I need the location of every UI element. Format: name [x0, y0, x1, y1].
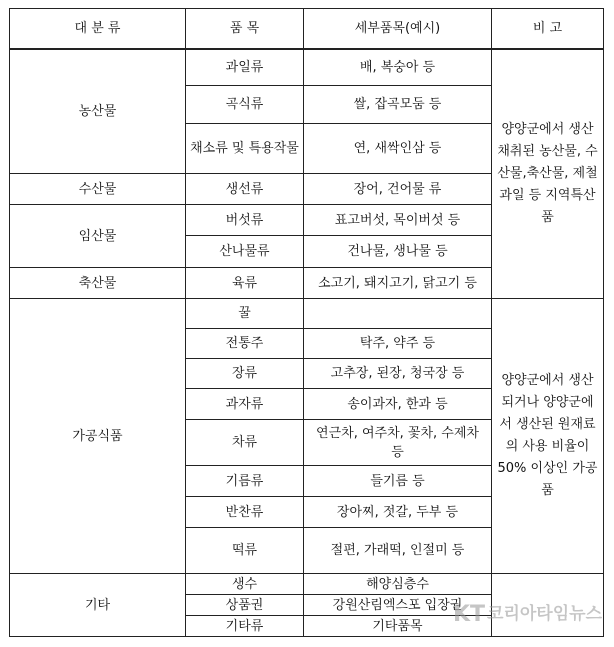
table-row: [10, 299, 604, 329]
detail-cell: [304, 299, 492, 329]
watermark-logo-icon: KT: [452, 602, 486, 627]
item-cell: 꿀: [186, 299, 304, 329]
category-cell: 기타: [10, 574, 186, 637]
header-item: 품 목: [186, 9, 304, 49]
detail-cell: 기타품목: [304, 616, 492, 637]
detail-cell: 연근차, 여주차, 꽃차, 수제차 등: [304, 420, 492, 466]
item-cell: 생수: [186, 574, 304, 595]
note-processed: 양양군에서 생산되거나 양양군에서 생산된 원재료의 사용 비율이 50% 이상인 가공품: [492, 299, 604, 574]
detail-cell: 들기름 등: [304, 466, 492, 497]
detail-cell: 배, 복숭아 등: [304, 49, 492, 86]
item-cell: 반찬류: [186, 497, 304, 528]
detail-cell: 건나물, 생나물 등: [304, 236, 492, 268]
item-cell: 기타류: [186, 616, 304, 637]
item-cell: 채소류 및 특용작물: [186, 124, 304, 174]
item-cell: 생선류: [186, 174, 304, 205]
item-cell: 떡류: [186, 528, 304, 574]
product-table: [9, 8, 604, 637]
header-category: 대 분 류: [10, 9, 186, 49]
watermark-text: 코리아타임뉴스: [487, 604, 602, 624]
header-note: 비 고: [492, 9, 604, 49]
header-detail: 세부품목(예시): [304, 9, 492, 49]
detail-cell: 강원산림엑스포 입장권: [304, 595, 492, 616]
item-cell: 과자류: [186, 389, 304, 420]
category-cell: 수산물: [10, 174, 186, 205]
item-cell: 차류: [186, 420, 304, 466]
detail-cell: 연, 새싹인삼 등: [304, 124, 492, 174]
detail-cell: 고추장, 된장, 청국장 등: [304, 359, 492, 389]
detail-cell: 탁주, 약주 등: [304, 329, 492, 359]
item-cell: 상품권: [186, 595, 304, 616]
detail-cell: 장어, 건어물 류: [304, 174, 492, 205]
item-cell: 버섯류: [186, 205, 304, 236]
item-cell: 기름류: [186, 466, 304, 497]
table-row: [10, 574, 604, 595]
category-cell: 가공식품: [10, 299, 186, 574]
detail-cell: 장아찌, 젓갈, 두부 등: [304, 497, 492, 528]
table-row: [10, 49, 604, 86]
detail-cell: 송이과자, 한과 등: [304, 389, 492, 420]
note-local-products: 양양군에서 생산 채취된 농산물, 수산물,축산물, 제철과일 등 지역특산품: [492, 49, 604, 299]
item-cell: 장류: [186, 359, 304, 389]
detail-cell: 쌀, 잡곡모둠 등: [304, 86, 492, 124]
category-cell: 축산물: [10, 268, 186, 299]
detail-cell: 절편, 가래떡, 인절미 등: [304, 528, 492, 574]
detail-cell: 표고버섯, 목이버섯 등: [304, 205, 492, 236]
detail-cell: 소고기, 돼지고기, 닭고기 등: [304, 268, 492, 299]
item-cell: 과일류: [186, 49, 304, 86]
watermark: [453, 599, 602, 627]
item-cell: 육류: [186, 268, 304, 299]
category-cell: 임산물: [10, 205, 186, 268]
item-cell: 곡식류: [186, 86, 304, 124]
category-cell: 농산물: [10, 49, 186, 174]
item-cell: 전통주: [186, 329, 304, 359]
detail-cell: 해양심층수: [304, 574, 492, 595]
header-row: [10, 9, 604, 49]
item-cell: 산나물류: [186, 236, 304, 268]
